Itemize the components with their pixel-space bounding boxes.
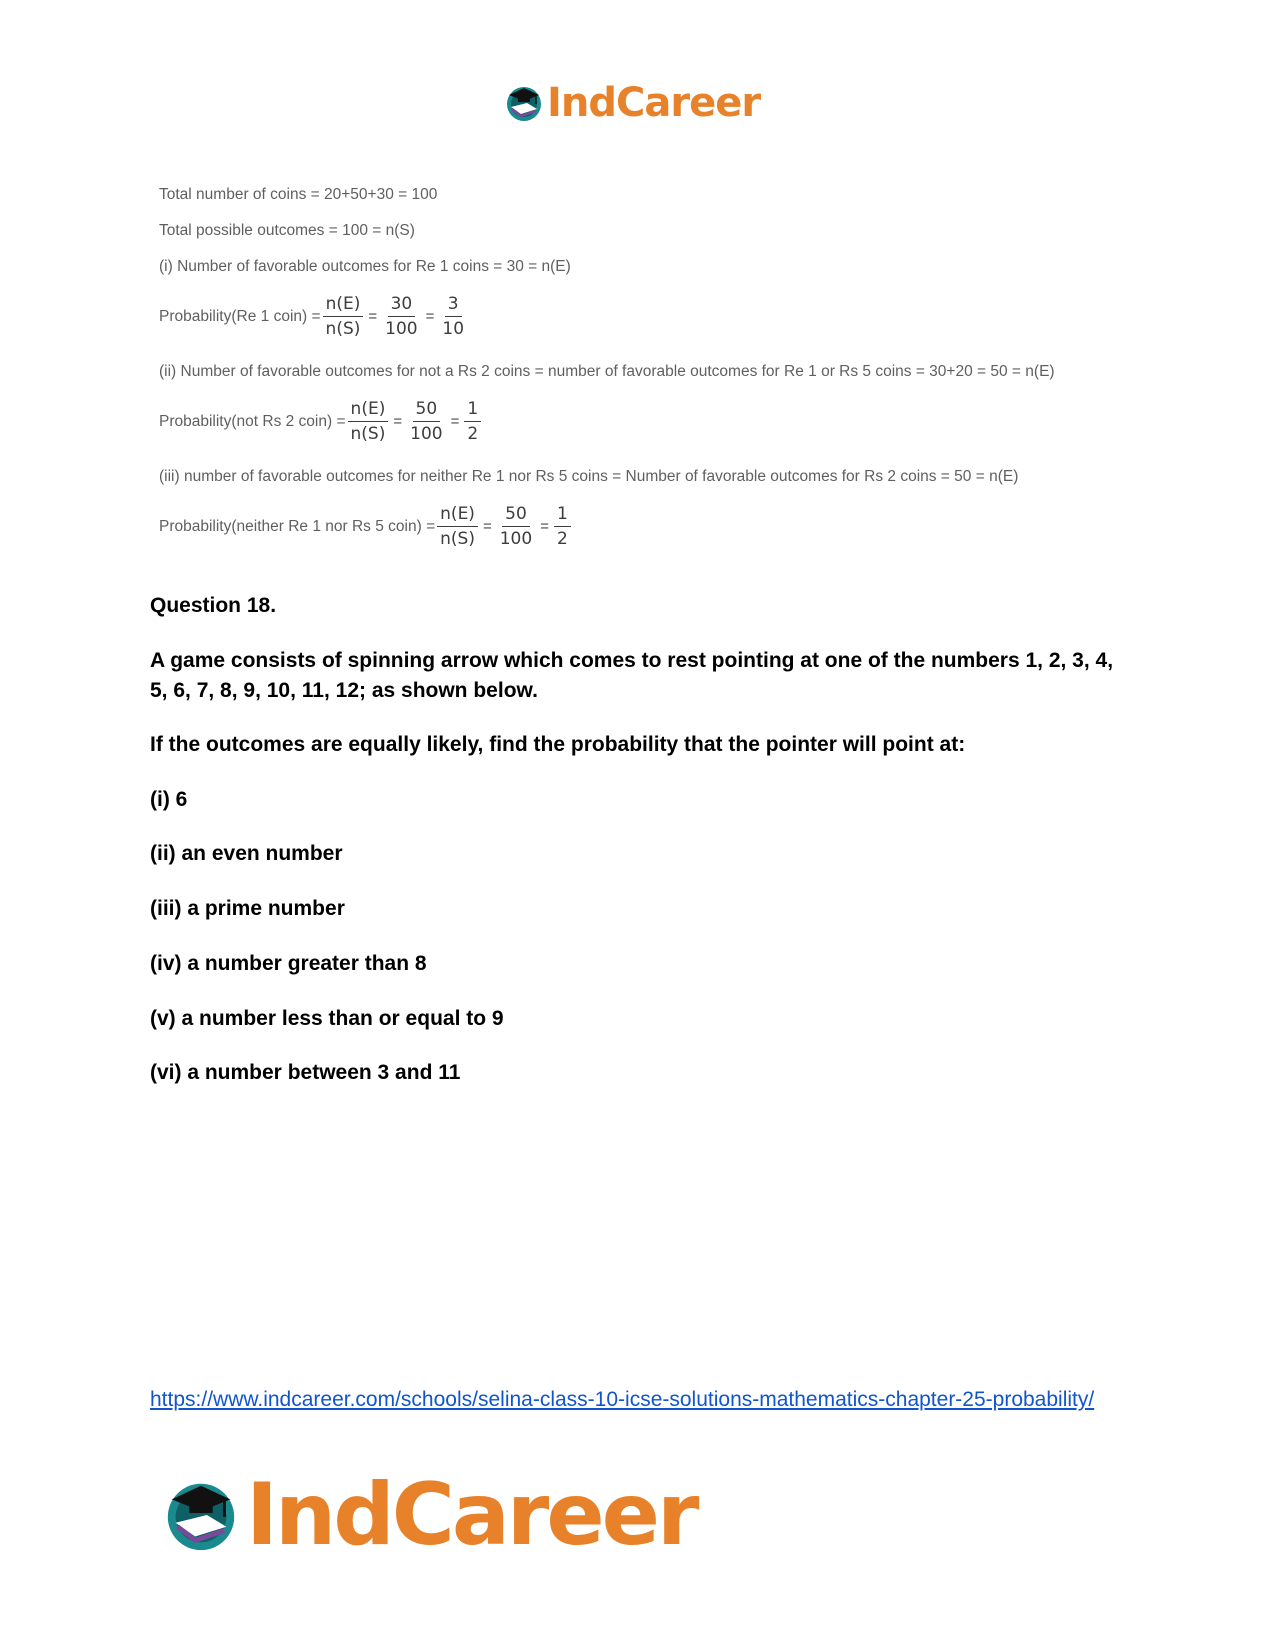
header-logo [503, 78, 760, 128]
fraction: $\frac{1}{2}$ [464, 399, 481, 444]
fraction: $\frac{n(E)}{n(S)}$ [348, 399, 389, 444]
fraction: $\frac{3}{10}$ [442, 294, 465, 339]
fraction: $\frac{n(E)}{n(S)}$ [437, 504, 478, 549]
fraction: $\frac{50}{100}$ [499, 504, 533, 549]
question-text: A game consists of spinning arrow which comes to rest pointing at one of the numbers 1, 2, 3, 4, 5, 6, 7, 8, 9, 10, 11, 12; as shown below. [150, 649, 1114, 702]
footer-logo [160, 1465, 697, 1565]
formula-label: Probability(neither Re 1 nor Rs 5 coin) = [159, 517, 436, 535]
solution-line: (i) Number of favorable outcomes for Re 1 coins = 30 = n(E) [159, 258, 571, 275]
question-prompt: If the outcomes are equally likely, find the probability that the pointer will point at: [150, 733, 966, 756]
fraction: $\frac{50}{100}$ [410, 399, 443, 444]
question-part: (i) 6 [150, 788, 188, 811]
question-part: (vi) a number between 3 and 11 [150, 1061, 461, 1084]
source-link[interactable]: https://www.indcareer.com/schools/selina-class-10-icse-solutions-mathematics-chapter-25-probability/ [150, 1388, 1095, 1411]
logo-text: IndCareer [547, 80, 761, 126]
graduation-cap-book-icon [503, 82, 545, 124]
probability-formula-1: Probability(Re 1 coin) = $\frac{n(E)}{n(S)}$ = $\frac{30}{100}$ = $\frac{3}{10}$ [159, 294, 469, 339]
probability-formula-2: Probability(not Rs 2 coin) = $\frac{n(E)}{n(S)}$ = $\frac{50}{100}$ = $\frac{1}{2}$ [159, 399, 483, 444]
question-part: (v) a number less than or equal to 9 [150, 1007, 504, 1030]
question-title: Question 18. [150, 594, 277, 617]
formula-label: Probability(Re 1 coin) = [159, 307, 321, 325]
question-part: (iii) a prime number [150, 897, 345, 920]
solution-line: (ii) Number of favorable outcomes for not a Rs 2 coins = number of favorable outcomes for Re 1 or Rs 5 coins = 30+20 = 50 = n(E) [159, 363, 1055, 380]
fraction: $\frac{1}{2}$ [554, 504, 571, 549]
fraction: $\frac{30}{100}$ [385, 294, 418, 339]
probability-formula-3: Probability(neither Re 1 nor Rs 5 coin) = $\frac{n(E)}{n(S)}$ = $\frac{50}{100}$ = $\frac{1}{2}$ [159, 504, 573, 549]
question-part: (iv) a number greater than 8 [150, 952, 427, 975]
solution-line: Total possible outcomes = 100 = n(S) [159, 222, 415, 239]
formula-label: Probability(not Rs 2 coin) = [159, 412, 346, 430]
logo-text: IndCareer [246, 1465, 697, 1565]
solution-line: (iii) number of favorable outcomes for neither Re 1 nor Rs 5 coins = Number of favorable outcomes for Rs 2 coins = 50 = n(E) [159, 468, 1019, 485]
question-part: (ii) an even number [150, 842, 343, 865]
solution-line: Total number of coins = 20+50+30 = 100 [159, 186, 438, 203]
graduation-cap-book-icon [160, 1474, 242, 1556]
fraction: $\frac{n(E)}{n(S)}$ [323, 294, 364, 339]
